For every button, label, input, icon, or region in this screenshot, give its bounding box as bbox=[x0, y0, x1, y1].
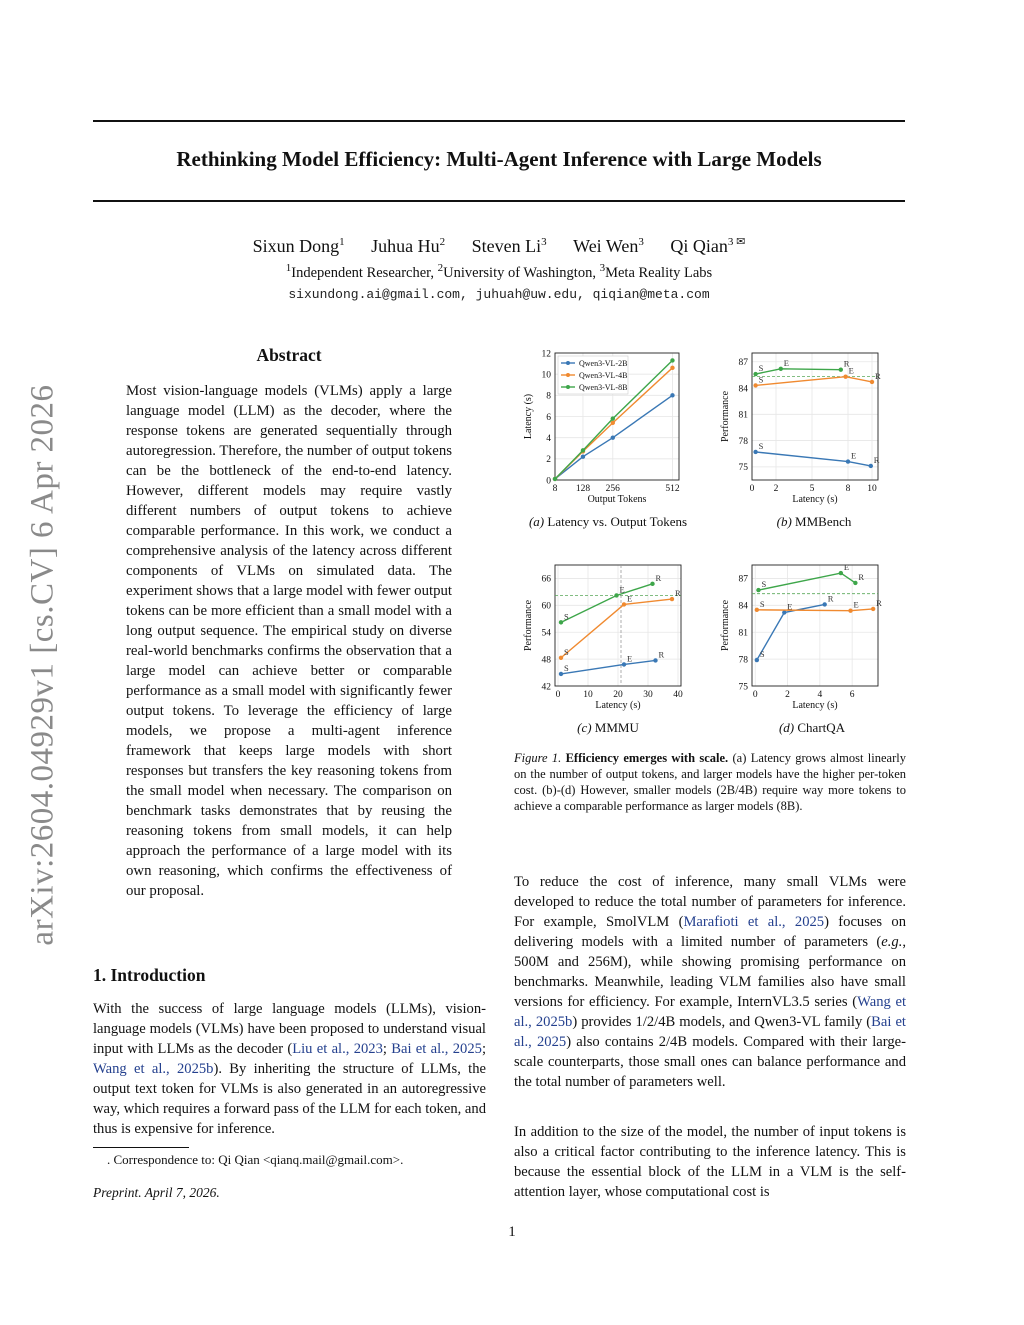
plot-frame bbox=[752, 353, 878, 480]
text-run: ; bbox=[481, 1041, 486, 1057]
affil-sup: 1 bbox=[285, 262, 292, 274]
data-point bbox=[553, 477, 557, 481]
data-point bbox=[848, 609, 852, 613]
y-axis-label: Performance bbox=[720, 599, 731, 652]
affil-sup: 2 bbox=[437, 262, 444, 274]
point-label: S bbox=[758, 440, 764, 451]
data-point bbox=[581, 455, 585, 459]
affil-name: Independent Researcher, bbox=[291, 264, 438, 281]
y-tick-label: 54 bbox=[541, 628, 551, 639]
y-axis-label: Latency (s) bbox=[523, 393, 534, 440]
citation-link[interactable]: Bai et al., 2025 bbox=[514, 1014, 906, 1050]
data-point bbox=[756, 588, 760, 592]
point-label: S bbox=[759, 649, 765, 660]
x-tick-label: 2 bbox=[773, 484, 779, 494]
data-point bbox=[559, 656, 563, 660]
subcaption-tag: (a) bbox=[528, 514, 545, 529]
data-point bbox=[846, 459, 850, 463]
top-rule bbox=[93, 120, 905, 122]
figure-1 bbox=[514, 343, 906, 745]
y-tick-label: 66 bbox=[541, 574, 551, 585]
data-point bbox=[670, 597, 674, 601]
figure-caption bbox=[514, 750, 906, 814]
data-point bbox=[753, 383, 757, 387]
legend-label: Qwen3-VL-2B bbox=[579, 359, 628, 368]
x-axis-label: Latency (s) bbox=[595, 700, 641, 711]
data-point bbox=[559, 620, 563, 624]
affil-name: University of Washington, bbox=[443, 264, 600, 281]
data-point bbox=[653, 658, 657, 662]
y-tick-label: 48 bbox=[541, 655, 551, 666]
y-tick-label: 42 bbox=[541, 682, 551, 693]
affil-name: Meta Reality Labs bbox=[605, 264, 713, 281]
data-point bbox=[650, 582, 654, 586]
data-point bbox=[670, 358, 674, 362]
y-tick-label: 78 bbox=[738, 655, 748, 666]
x-tick-label: 10 bbox=[583, 690, 593, 700]
x-axis-label: Output Tokens bbox=[587, 494, 647, 505]
x-tick-label: 8 bbox=[845, 484, 851, 494]
author-sup: 1 bbox=[339, 236, 345, 248]
y-tick-label: 81 bbox=[738, 628, 748, 639]
legend-marker bbox=[566, 385, 570, 389]
data-point bbox=[782, 610, 786, 614]
data-point bbox=[670, 366, 674, 370]
title-bottom-rule bbox=[93, 200, 905, 202]
section-heading-introduction: 1. Introduction bbox=[93, 965, 206, 985]
y-tick-label: 4 bbox=[546, 433, 551, 444]
x-tick-label: 256 bbox=[605, 484, 620, 494]
right-paragraph-1 bbox=[514, 872, 906, 1092]
data-point bbox=[614, 593, 618, 597]
citation-link[interactable]: Marafioti et al., 2025 bbox=[683, 914, 825, 930]
text-run: With the success of large language models (LLMs), vision-language models (VLMs) have been proposed to understand visual input with LLMs as the decoder ( bbox=[93, 1001, 486, 1057]
arxiv-stamp bbox=[25, 380, 61, 950]
data-point bbox=[670, 393, 674, 397]
data-point bbox=[822, 602, 826, 606]
x-tick-label: 0 bbox=[749, 484, 755, 494]
subcaption bbox=[529, 514, 687, 529]
abstract-body: Most vision-language models (VLMs) apply a large language model (LLM) as the decoder, where the response tokens are generated sequentially through autoregression. Therefore, the number of output tokens can be the bottleneck of the end-to-end latency. However, different models may require vastly different numbers of output tokens to achieve comparable performance. In this work, we conduct a comprehensive analysis of the latency across different components of VLMs on simulated data. The experiment shows that a large model with fewer output tokens can be more efficient than a small model with a long output sequence. The empirical study on diverse real-world benchmarks confirms the observation that a large model can achieve better or comparable performance as a small model with significantly fewer output tokens. To leverage the efficiency of large models, we propose a multi-agent inference framework that keeps large models with short responses but transfers the key reasoning tokens from the small model when necessary. The comparison on benchmark tasks demonstrates that by reusing the reasoning tokens from small models, it can help approach the performance of a large model with its own reasoning, which confirms the effectiveness of our proposal. bbox=[126, 383, 452, 899]
x-axis-label: Latency (s) bbox=[792, 700, 838, 711]
affiliations bbox=[93, 262, 905, 282]
caption-text: (a) Latency grows almost linearly on the number of output tokens, and larger models have the higher per-token cost. (b)-(d) However, smaller models (2B/4B) require way more tokens to achieve a comparable performance as larger models (8B). bbox=[514, 751, 906, 813]
x-tick-label: 2 bbox=[785, 690, 790, 700]
point-label: S bbox=[564, 646, 569, 657]
series-line bbox=[561, 599, 672, 658]
y-tick-label: 60 bbox=[541, 601, 551, 612]
legend-marker bbox=[566, 373, 570, 377]
data-point bbox=[870, 380, 874, 384]
data-point bbox=[755, 658, 759, 662]
point-label: R bbox=[658, 649, 665, 660]
x-tick-label: 40 bbox=[673, 690, 683, 700]
series-line bbox=[756, 377, 872, 386]
author-sup: 3 ✉ bbox=[727, 236, 746, 248]
arxiv-stamp-text: arXiv:2604.04929v1 [cs.CV] 6 Apr 2026 bbox=[24, 384, 61, 946]
author bbox=[573, 236, 644, 256]
text-run: ) provides 1/2/4B models, and Qwen3-VL family ( bbox=[572, 1014, 872, 1030]
data-point bbox=[581, 448, 585, 452]
author-name: Sixun Dong bbox=[252, 236, 340, 256]
y-tick-label: 84 bbox=[738, 601, 748, 612]
point-label: R bbox=[843, 358, 850, 369]
point-label: R bbox=[655, 572, 662, 583]
x-tick-label: 5 bbox=[809, 484, 815, 494]
subcaption bbox=[577, 720, 639, 735]
x-tick-label: 0 bbox=[752, 690, 758, 700]
subcaption-text: MMBench bbox=[791, 514, 852, 529]
y-tick-label: 0 bbox=[546, 476, 551, 487]
text-run: , 500M and 256M), while showing promising performance on benchmarks. Meanwhile, leading VLM families also have small versions for efficiency. For example, InternVL3.5 series ( bbox=[514, 934, 906, 1010]
paper-title: Rethinking Model Efficiency: Multi-Agent Inference with Large Models bbox=[176, 147, 822, 171]
y-tick-label: 81 bbox=[738, 410, 748, 421]
y-tick-label: 10 bbox=[541, 370, 551, 381]
y-axis-label: Performance bbox=[720, 390, 731, 443]
citation-link[interactable]: Liu et al., 2023 bbox=[292, 1041, 383, 1057]
subcaption-tag: (d) bbox=[778, 720, 795, 735]
author bbox=[253, 236, 345, 256]
y-axis-label: Performance bbox=[523, 599, 534, 652]
author-sup: 2 bbox=[439, 236, 446, 248]
y-tick-label: 84 bbox=[738, 384, 748, 395]
data-point bbox=[779, 367, 783, 371]
point-label: R bbox=[875, 370, 881, 381]
author-name: Juhua Hu bbox=[371, 236, 440, 256]
data-point bbox=[753, 450, 757, 454]
data-point bbox=[559, 672, 563, 676]
subcaption bbox=[777, 514, 852, 529]
series-line bbox=[561, 660, 656, 673]
text-run: To reduce the cost of inference, many small VLMs were developed to reduce the total number of parameters for inference. For example, SmolVLM ( bbox=[514, 874, 906, 930]
citation-link[interactable]: Wang et al., 2025b bbox=[514, 994, 907, 1030]
subcaption-text: ChartQA bbox=[794, 720, 846, 735]
data-point bbox=[839, 367, 843, 371]
data-point bbox=[843, 374, 847, 378]
subcaption-tag: (b) bbox=[776, 514, 792, 529]
point-label: E bbox=[627, 593, 633, 604]
right-paragraph-2: In addition to the size of the model, the number of input tokens is also a critical factor contributing to the inference latency. This is because the essential block of the LLM in a VLM is the self-attention layer, whose computational cost is bbox=[514, 1124, 906, 1200]
text-run: e.g. bbox=[881, 934, 903, 950]
author-name: Qi Qian bbox=[670, 236, 728, 256]
y-tick-label: 6 bbox=[546, 412, 551, 423]
y-tick-label: 75 bbox=[738, 682, 748, 693]
series-line bbox=[756, 369, 841, 374]
legend-label: Qwen3-VL-8B bbox=[579, 383, 628, 392]
y-tick-label: 78 bbox=[738, 436, 748, 447]
point-label: E bbox=[851, 450, 857, 461]
page-number: 1 bbox=[508, 1224, 516, 1240]
subcaption-text: MMMU bbox=[591, 720, 639, 735]
point-label: E bbox=[627, 653, 633, 664]
point-label: R bbox=[675, 588, 681, 599]
data-point bbox=[839, 571, 843, 575]
point-label: E bbox=[853, 599, 859, 610]
point-label: S bbox=[758, 363, 764, 374]
point-label: S bbox=[761, 579, 767, 590]
author-sup: 3 bbox=[541, 236, 547, 248]
x-tick-label: 30 bbox=[643, 690, 653, 700]
y-tick-label: 8 bbox=[546, 391, 551, 402]
data-point bbox=[622, 602, 626, 606]
point-label: E bbox=[787, 601, 793, 612]
point-label: S bbox=[564, 662, 569, 673]
affil-sup: 3 bbox=[599, 262, 606, 274]
data-point bbox=[611, 421, 615, 425]
point-label: R bbox=[827, 593, 834, 604]
caption-label: Figure 1. bbox=[514, 751, 562, 765]
point-label: S bbox=[759, 598, 765, 609]
point-label: E bbox=[619, 584, 625, 595]
y-tick-label: 87 bbox=[738, 574, 748, 585]
x-tick-label: 10 bbox=[867, 484, 877, 494]
author-list bbox=[93, 235, 905, 257]
intro-paragraph bbox=[93, 999, 486, 1139]
subcaption bbox=[779, 720, 846, 735]
author bbox=[670, 236, 745, 256]
point-label: E bbox=[848, 365, 854, 376]
point-label: E bbox=[843, 562, 850, 573]
point-label: S bbox=[758, 374, 764, 385]
text-run: ) also contains 2/4B models. Compared with their large-scale counterparts, those small ones can balance performance and the total number of parameters well. bbox=[514, 1034, 906, 1090]
text-run: ; bbox=[382, 1041, 392, 1057]
x-tick-label: 6 bbox=[849, 690, 855, 700]
y-tick-label: 2 bbox=[546, 455, 551, 466]
x-tick-label: 20 bbox=[613, 690, 623, 700]
citation-link[interactable]: Wang et al., 2025b bbox=[93, 1061, 214, 1077]
author-emails: sixundong.ai@gmail.com, juhuah@uw.edu, qiqian@meta.com bbox=[288, 287, 710, 302]
author bbox=[371, 236, 445, 256]
subcaption-text: Latency vs. Output Tokens bbox=[544, 514, 688, 529]
legend-marker bbox=[566, 361, 570, 365]
y-tick-label: 75 bbox=[738, 463, 748, 474]
x-tick-label: 4 bbox=[817, 690, 823, 700]
author-name: Steven Li bbox=[471, 236, 542, 256]
x-tick-label: 512 bbox=[665, 484, 680, 494]
data-point bbox=[755, 608, 759, 612]
x-tick-label: 8 bbox=[552, 484, 558, 494]
plot-frame bbox=[752, 565, 878, 686]
data-point bbox=[853, 581, 857, 585]
footnote-rule bbox=[93, 1147, 189, 1148]
point-label: E bbox=[783, 357, 790, 368]
point-label: R bbox=[876, 597, 882, 608]
x-axis-label: Latency (s) bbox=[792, 494, 838, 505]
author bbox=[472, 236, 547, 256]
abstract-heading: Abstract bbox=[256, 345, 322, 365]
data-point bbox=[611, 435, 615, 439]
data-point bbox=[753, 372, 757, 376]
point-label: S bbox=[564, 611, 569, 622]
author-name: Wei Wen bbox=[573, 236, 639, 256]
series-line bbox=[758, 573, 855, 590]
author-sup: 3 bbox=[638, 236, 644, 248]
citation-link[interactable]: Bai et al., 2025 bbox=[391, 1041, 482, 1057]
point-label: R bbox=[873, 454, 880, 465]
data-point bbox=[871, 607, 875, 611]
data-point bbox=[622, 662, 626, 666]
footnote: . Correspondence to: Qi Qian <qianq.mail@gmail.com>. bbox=[107, 1152, 404, 1167]
text-run: ). By inheriting the structure of LLMs, the output text token for VLMs is also generated in an autoregressive way, which requires a forward pass of the LLM for each token, and thus is expensive for inference. bbox=[93, 1061, 487, 1137]
y-tick-label: 12 bbox=[541, 349, 551, 360]
legend-label: Qwen3-VL-4B bbox=[579, 371, 628, 380]
x-tick-label: 0 bbox=[555, 690, 561, 700]
subcaption-tag: (c) bbox=[577, 720, 592, 735]
x-tick-label: 128 bbox=[575, 484, 591, 494]
caption-bold: Efficiency emerges with scale. bbox=[565, 751, 729, 765]
point-label: R bbox=[858, 571, 865, 582]
preprint-note: Preprint. April 7, 2026. bbox=[93, 1185, 220, 1200]
data-point bbox=[869, 464, 873, 468]
text-run: ) focuses on delivering models with a limited number of parameters ( bbox=[514, 914, 906, 950]
y-tick-label: 87 bbox=[738, 358, 748, 369]
data-point bbox=[611, 416, 615, 420]
